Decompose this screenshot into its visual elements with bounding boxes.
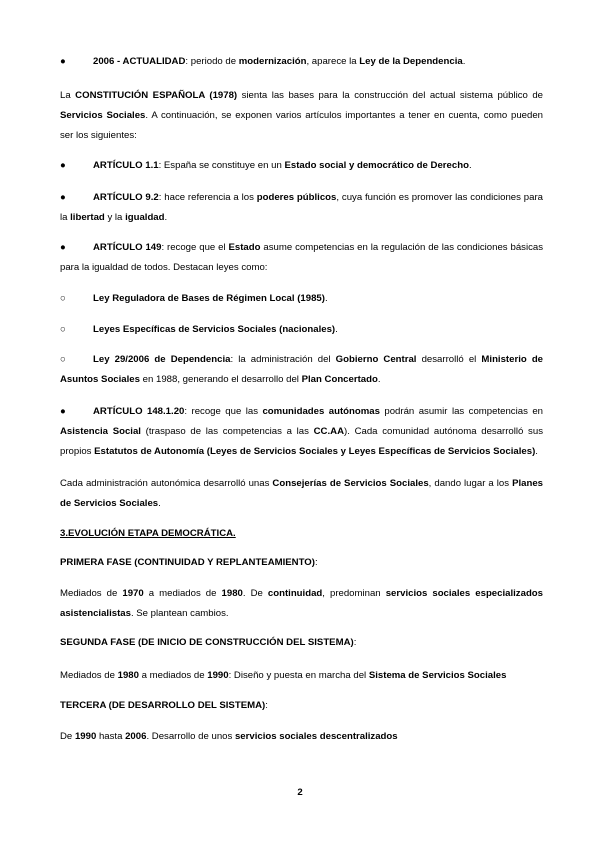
bullet: ● — [60, 192, 66, 203]
paragraph-ley-regimen-local: ○ Ley Reguladora de Bases de Régimen Local (1985). — [60, 289, 543, 309]
bullet-hollow: ○ — [60, 354, 66, 365]
paragraph-fase-1: Mediados de 1970 a mediados de 1980. De continuidad, predominan servicios sociales especializados asistencialistas. Se plantean cambios. — [60, 588, 543, 619]
paragraph-fase-2: Mediados de 1980 a mediados de 1990: Diseño y puesta en marcha del Sistema de Servicios Sociales — [60, 670, 507, 681]
bullet: ● — [60, 242, 66, 253]
bullet: ● — [60, 56, 66, 67]
paragraph-2006-actualidad: ● 2006 - ACTUALIDAD: periodo de modernización, aparece la Ley de la Dependencia. — [60, 52, 543, 72]
fase-2-title: SEGUNDA FASE (DE INICIO DE CONSTRUCCIÓN DEL SISTEMA): — [60, 637, 357, 648]
paragraph-articulo-149: ● ARTÍCULO 149: recoge que el Estado asume competencias en la regulación de las condiciones básicas para la igualdad de todos. Destacan leyes como: — [60, 238, 543, 278]
section-title: 3.EVOLUCIÓN ETAPA DEMOCRÁTICA. — [60, 528, 236, 539]
bullet-hollow: ○ — [60, 324, 66, 335]
fase-1-title: PRIMERA FASE (CONTINUIDAD Y REPLANTEAMIENTO): — [60, 557, 318, 568]
bullet: ● — [60, 160, 66, 171]
paragraph-ley-dependencia: ○ Ley 29/2006 de Dependencia: la administración del Gobierno Central desarrolló el Ministerio de Asuntos Sociales en 1988, generando el desarrollo del Plan Concertado. — [60, 350, 543, 390]
bullet-hollow: ○ — [60, 293, 66, 304]
page-number: 2 — [297, 787, 303, 798]
paragraph-administracion-autonomica: Cada administración autonómica desarrolló unas Consejerías de Servicios Sociales, dando lugar a los Planes de Servicios Sociales. — [60, 478, 543, 509]
paragraph-fase-3: De 1990 hasta 2006. Desarrollo de unos servicios sociales descentralizados — [60, 731, 398, 742]
bullet: ● — [60, 406, 66, 417]
paragraph-articulo-1-1: ● ARTÍCULO 1.1: España se constituye en un Estado social y democrático de Derecho. — [60, 156, 543, 176]
paragraph-articulo-9-2: ● ARTÍCULO 9.2: hace referencia a los poderes públicos, cuya función es promover las condiciones para la libertad y la igualdad. — [60, 188, 543, 228]
fase-3-title: TERCERA (DE DESARROLLO DEL SISTEMA): — [60, 700, 268, 711]
paragraph-constitucion: La CONSTITUCIÓN ESPAÑOLA (1978) sienta las bases para la construcción del actual sistema público de Servicios Sociales. A continuación, se exponen varios artículos importantes a tener en cuenta, como pueden ser los siguientes: — [60, 90, 544, 141]
paragraph-articulo-148: ● ARTÍCULO 148.1.20: recoge que las comunidades autónomas podrán asumir las competencias en Asistencia Social (traspaso de las competencias a las CC.AA). Cada comunidad autónoma desarrolló sus propios Estatutos de Autonomía (Leyes de Servicios Sociales y Leyes Específicas de Servicios Sociales). — [60, 402, 543, 462]
paragraph-leyes-especificas: ○ Leyes Específicas de Servicios Sociales (nacionales). — [60, 320, 543, 340]
